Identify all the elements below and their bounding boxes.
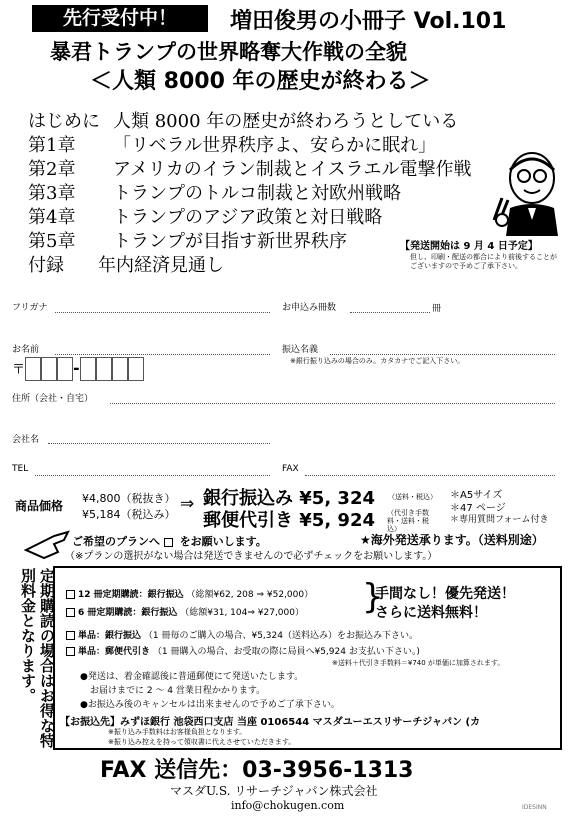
checkbox-icon[interactable] [66,631,75,640]
price-in-tax: ¥5,184（税込み） [82,508,176,521]
toc-item: はじめに 人類 8000 年の歴史が終わろうとしている [28,111,459,132]
shipping-note: 但し、印刷・配送の都合により前後することがございますので予めご了承下さい。 [410,253,557,270]
postal-mark: 〒 [12,362,26,378]
note-line: ●お振込み後のキャンセルは出来ませんので予めご了承下さい。 [80,700,340,710]
copies-field[interactable] [350,312,430,313]
plan-option-single-cod[interactable]: 単品：郵便代引き （1 冊購入の場合、お受取の際に局員へ¥5,924 お支払い下さい。) [66,644,420,657]
plan-required-note: （※プランの選択がない場合は発送できませんので必ずチェックをお願いします。） [65,551,438,562]
price-label: 商品価格 [15,499,64,513]
plan-prompt-line: ご希望のプランへ をお願いします。 [72,535,267,548]
note-line: お届けまでに 2 ～ 4 営業日程かかります。 [90,686,266,696]
pointing-hand-icon [24,528,70,560]
furigana-label: フリガナ [12,303,48,313]
plan-callout-2: さらに送料無料！ [375,605,487,621]
fax-label: FAX [282,464,299,474]
plan-option-single-bank[interactable]: 単品：銀行振込 （1 冊毎のご購入の場合、¥5,324（送料込み）をお振込み下さい。 [66,628,418,641]
table-of-contents [28,110,472,278]
fax-field[interactable] [305,475,555,476]
shipping-start-notice: 【発送開始は 9 月 4 日予定】 [400,241,538,252]
cod-price-note: （代引き手数料・送料・税込） [387,509,429,533]
bank-notes: ※振り込み手数料はお客様負担となります。 ※振り込み控えを持って領収書に代えさせていただきます。 [108,728,296,746]
spec-size: ＊A5サイズ [450,490,503,501]
plan-callout-1: 手間なし！優先発送！ [375,586,515,602]
furigana-field[interactable] [55,312,270,313]
bank-price-note: （送料・税込） [388,493,437,501]
copies-unit: 冊 [432,304,442,314]
plan-option-12[interactable]: 12 冊定期購読：銀行振込 （総額¥62, 208 ⇒ ¥52,000） [66,587,313,600]
note-line: ●発送は、着金確認後に普通郵便にて発送いたします。 [80,672,304,682]
subscription-side-text: 定期購読の場合はお得な特別料金となります。 [19,568,56,748]
fax-destination[interactable]: FAX 送信先：03-3956-1313 [100,758,414,783]
company-field[interactable] [48,443,270,444]
company-label: 会社名 [12,435,40,445]
bank-price: 銀行振込み ¥5, 324 [203,488,375,509]
author-cartoon-illustration [488,148,568,236]
checkbox-icon[interactable] [66,608,75,617]
checkbox-icon[interactable] [66,647,75,656]
email-link[interactable]: info@chokugen.com [231,799,345,812]
tel-label: TEL [12,464,29,474]
transfer-name-note: ※銀行振り込みの場合のみ。カタカナでご記入下さい。 [290,357,465,365]
copies-label: お申込み冊数 [282,303,337,313]
book-subtitle: ＜人類 8000 年の歴史が終わる＞ [90,69,431,94]
checkbox-icon[interactable] [66,590,75,599]
toc-item: 第4章 トランプのアジア政策と対日戦略 [28,207,383,228]
checkbox-icon [164,538,173,547]
plan-brace: } [362,577,384,617]
spec-pages: ＊47 ページ [450,503,506,514]
series-title: 増田俊男の小冊子 Vol.101 [230,9,507,34]
notes-block [80,670,340,712]
toc-item: 第5章 トランプが目指す新世界秩序 [28,231,347,252]
spec-form: ＊専用質問フォーム付き [450,515,549,525]
address-label: 住所（会社・自宅） [12,394,94,404]
transfer-name-field[interactable] [330,354,555,355]
name-label: お名前 [12,345,40,355]
overseas-notice: ★海外発送承ります。（送料別途） [360,533,544,547]
address-field[interactable] [110,403,555,404]
designer-mark: IDESINN [522,804,547,811]
price-ex-tax: ¥4,800（税抜き） [82,492,176,505]
plan-option-6[interactable]: 6 冊定期購読：銀行振込 （総額¥31, 104⇒ ¥27,000） [66,605,304,618]
preorder-badge: 先行受付中！ [32,5,208,32]
cod-price: 郵便代引き ¥5, 924 [203,510,375,531]
toc-item: 第1章 「リベラル世界秩序よ、安らかに眠れ」 [28,135,437,156]
cod-fee-note: ※送料＋代引き手数料＝¥740 が単価に加算されます。 [332,659,505,667]
company-name: マスダU.S. リサーチジャパン株式会社 [170,784,378,798]
toc-item: 付録 年内経済見通し [28,255,224,276]
book-title: 暴君トランプの世界略奪大作戦の全貌 [50,40,407,64]
postal-code-field[interactable]: 〒 - [12,357,144,381]
transfer-name-label: 振込名義 [282,345,319,355]
price-arrow: ⇒ [180,494,195,514]
tel-field[interactable] [35,475,270,476]
toc-item: 第2章 アメリカのイラン制裁とイスラエル電撃作戦 [28,159,472,180]
toc-item: 第3章 トランプのトルコ制裁と対欧州戦略 [28,183,401,204]
name-field[interactable] [55,354,270,355]
bank-transfer-info: 【お振込先】みずほ銀行 池袋西口支店 当座 0106544 マスダユーエスリサーチジャパン (カ [60,717,481,728]
